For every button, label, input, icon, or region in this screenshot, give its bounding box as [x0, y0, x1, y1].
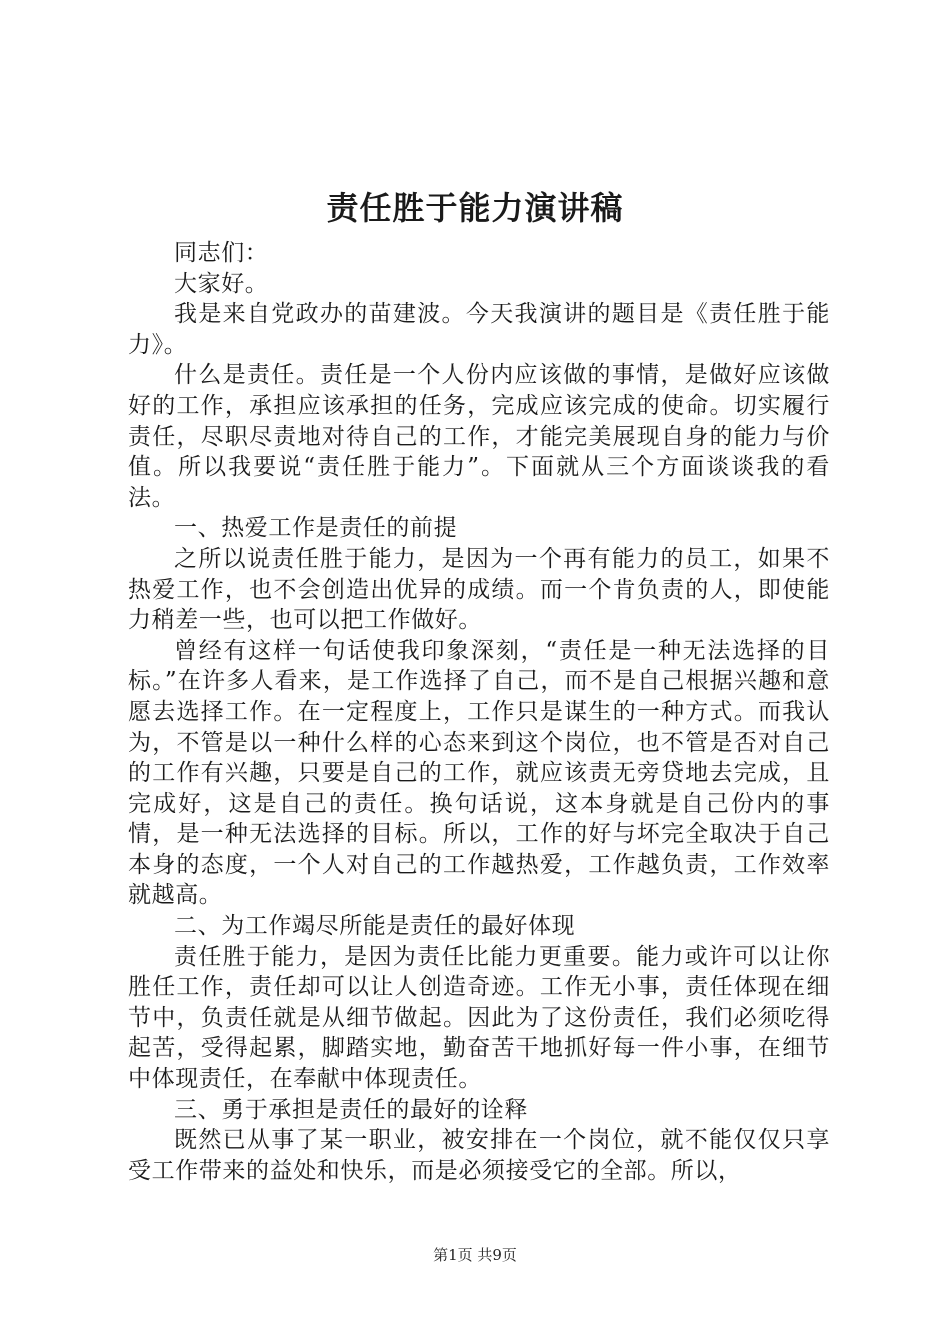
paragraph-greeting: 大家好。 [174, 270, 269, 297]
document-title: 责任胜于能力演讲稿 [326, 189, 624, 227]
section-heading-1: 一、热爱工作是责任的前提 [174, 515, 458, 542]
page-footer: 第1页 共9页 [433, 1246, 517, 1264]
paragraph-section-3: 既然已从事了某一职业，被安排在一个岗位，就不能仅仅只享受工作带来的益处和快乐，而是必须接受它的全部。所以， [128, 1127, 830, 1184]
paragraph-salutation: 同志们： [174, 240, 269, 266]
paragraph-intro: 我是来自党政办的苗建波。今天我演讲的题目是《责任胜于能力》。 [128, 301, 830, 358]
section-heading-3: 三、勇于承担是责任的最好的诠释 [174, 1096, 528, 1123]
paragraph-definition: 什么是责任。责任是一个人份内应该做的事情，是做好应该做好的工作，承担应该承担的任务，完成应该完成的使命。切实履行责任，尽职尽责地对待自己的工作，才能完美展现自身的能力与价值。所以我要说“责任胜于能力”。下面就从三个方面谈谈我的看法。 [128, 362, 830, 511]
paragraph-section-2: 责任胜于能力，是因为责任比能力更重要。能力或许可以让你胜任工作，责任却可以让人创造奇迹。工作无小事，责任体现在细节中，负责任就是从细节做起。因此为了这份责任，我们必须吃得起苦，受得起累，脚踏实地，勤奋苦干地抓好每一件小事，在细节中体现责任，在奉献中体现责任。 [128, 943, 830, 1093]
document-body [128, 238, 830, 1186]
paragraph-section-1a: 之所以说责任胜于能力，是因为一个再有能力的员工，如果不热爱工作，也不会创造出优异的成绩。而一个肯负责的人，即使能力稍差一些，也可以把工作做好。 [128, 545, 830, 634]
paragraph-section-1b: 曾经有这样一句话使我印象深刻，“责任是一种无法选择的目标。”在许多人看来，是工作选择了自己，而不是自己根据兴趣和意愿去选择工作。在一定程度上，工作只是谋生的一种方式。而我认为，不管是以一种什么样的心态来到这个岗位，也不管是否对自己的工作有兴趣，只要是自己的工作，就应该责无旁贷地去完成，且完成好，这是自己的责任。换句话说，这本身就是自己份内的事情，是一种无法选择的目标。所以，工作的好与坏完全取决于自己本身的态度，一个人对自己的工作越热爱，工作越负责，工作效率就越高。 [128, 637, 830, 909]
section-heading-2: 二、为工作竭尽所能是责任的最好体现 [174, 913, 576, 940]
